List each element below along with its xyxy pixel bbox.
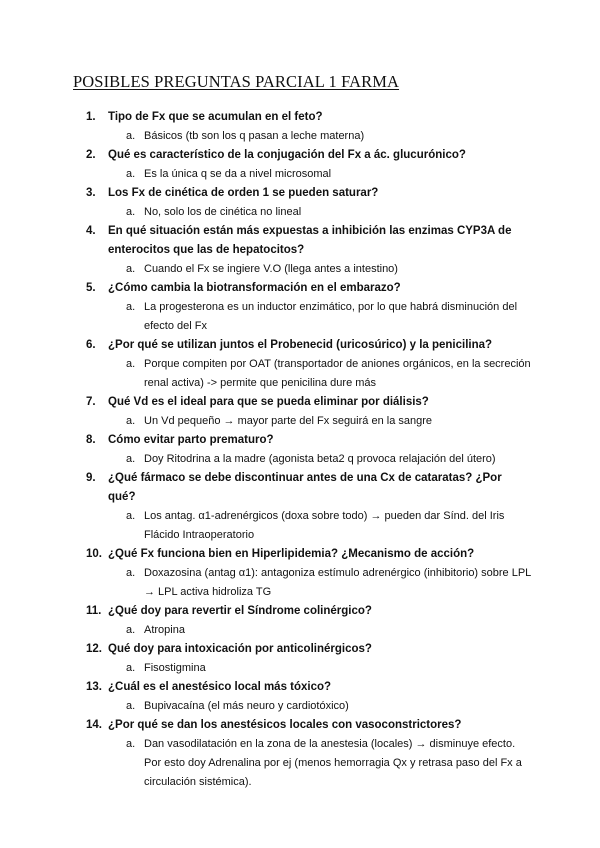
question-number: 12. xyxy=(86,643,102,655)
answer-label: a. xyxy=(126,510,136,522)
question-number: 5. xyxy=(86,282,96,294)
question-text: ¿Cuál es el anestésico local más tóxico? xyxy=(108,681,332,693)
question-item xyxy=(0,222,530,260)
question-item xyxy=(0,108,530,127)
answer-text: Los antag. α1-adrenérgicos (doxa sobre todo) → pueden dar Sínd. del Iris Flácido Intraoperatorio xyxy=(144,510,505,541)
answer-label: a. xyxy=(126,130,136,142)
answer-label: a. xyxy=(126,358,136,370)
answer-item xyxy=(0,412,534,431)
question-text: Los Fx de cinética de orden 1 se pueden saturar? xyxy=(108,187,379,199)
answer-text: Básicos (tb son los q pasan a leche materna) xyxy=(144,130,365,142)
answer-item xyxy=(0,697,534,716)
question-text: Qué doy para intoxicación por anticolinérgicos? xyxy=(108,643,372,655)
question-item xyxy=(0,545,530,564)
answer-label: a. xyxy=(126,738,136,750)
question-text: ¿Qué doy para revertir el Síndrome colinérgico? xyxy=(108,605,372,617)
question-item xyxy=(0,716,530,735)
answer-item xyxy=(0,659,534,678)
answer-item xyxy=(0,165,534,184)
answer-item xyxy=(0,564,534,602)
question-text: ¿Por qué se dan los anestésicos locales con vasoconstrictores? xyxy=(108,719,462,731)
answer-item xyxy=(0,298,534,336)
question-list xyxy=(0,108,600,792)
answer-item xyxy=(0,355,534,393)
question-number: 9. xyxy=(86,472,96,484)
question-number: 6. xyxy=(86,339,96,351)
answer-label: a. xyxy=(126,624,136,636)
question-item xyxy=(0,678,530,697)
question-number: 8. xyxy=(86,434,96,446)
question-number: 1. xyxy=(86,111,96,123)
question-item xyxy=(0,431,530,450)
answer-label: a. xyxy=(126,567,136,579)
page-title: POSIBLES PREGUNTAS PARCIAL 1 FARMA xyxy=(73,72,400,91)
question-text: ¿Qué fármaco se debe discontinuar antes de una Cx de cataratas? ¿Por qué? xyxy=(108,472,502,503)
answer-text: Atropina xyxy=(144,624,185,636)
question-text: Qué Vd es el ideal para que se pueda eliminar por diálisis? xyxy=(108,396,429,408)
question-text: ¿Qué Fx funciona bien en Hiperlipidemia? ¿Mecanismo de acción? xyxy=(108,548,475,560)
question-text: Cómo evitar parto prematuro? xyxy=(108,434,274,446)
question-number: 10. xyxy=(86,548,102,560)
answer-text: Dan vasodilatación en la zona de la anestesia (locales) → disminuye efecto. Por esto doy Adrenalina por ej (menos hemorragia Qx y retrasa paso del Fx a circulación sistémica). xyxy=(144,738,522,788)
question-item xyxy=(0,146,530,165)
answer-label: a. xyxy=(126,662,136,674)
answer-label: a. xyxy=(126,301,136,313)
answer-text: Doxazosina (antag α1): antagoniza estímulo adrenérgico (inhibitorio) sobre LPL → LPL activa hidroliza TG xyxy=(144,567,531,598)
question-number: 13. xyxy=(86,681,102,693)
answer-text: La progesterona es un inductor enzimático, por lo que habrá disminución del efecto del Fx xyxy=(144,301,518,332)
question-number: 11. xyxy=(86,605,102,617)
question-item xyxy=(0,602,530,621)
answer-item xyxy=(0,735,534,792)
question-number: 4. xyxy=(86,225,96,237)
question-item xyxy=(0,393,530,412)
answer-text: Un Vd pequeño → mayor parte del Fx seguirá en la sangre xyxy=(144,415,432,427)
answer-text: Doy Ritodrina a la madre (agonista beta2 q provoca relajación del útero) xyxy=(144,453,496,465)
answer-text: Es la única q se da a nivel microsomal xyxy=(144,168,332,180)
answer-text: Cuando el Fx se ingiere V.O (llega antes a intestino) xyxy=(144,263,398,275)
question-text: En qué situación están más expuestas a inhibición las enzimas CYP3A de enterocitos que las de hepatocitos? xyxy=(108,225,512,256)
question-item xyxy=(0,279,530,298)
answer-label: a. xyxy=(126,700,136,712)
question-text: Tipo de Fx que se acumulan en el feto? xyxy=(108,111,323,123)
answer-item xyxy=(0,507,534,545)
question-item xyxy=(0,184,530,203)
answer-text: Porque compiten por OAT (transportador de aniones orgánicos, en la secreción renal activa) -> permite que penicilina dure más xyxy=(144,358,531,389)
answer-text: No, solo los de cinética no lineal xyxy=(144,206,302,218)
answer-item xyxy=(0,621,534,640)
answer-item xyxy=(0,203,534,222)
answer-item xyxy=(0,450,534,469)
answer-item xyxy=(0,260,534,279)
question-number: 3. xyxy=(86,187,96,199)
question-item xyxy=(0,336,530,355)
answer-label: a. xyxy=(126,453,136,465)
question-number: 2. xyxy=(86,149,96,161)
question-item xyxy=(0,469,530,507)
answer-item xyxy=(0,127,534,146)
question-number: 7. xyxy=(86,396,96,408)
answer-label: a. xyxy=(126,263,136,275)
question-text: Qué es característico de la conjugación del Fx a ác. glucurónico? xyxy=(108,149,466,161)
answer-label: a. xyxy=(126,206,136,218)
answer-text: Bupivacaína (el más neuro y cardiotóxico) xyxy=(144,700,349,712)
answer-label: a. xyxy=(126,415,136,427)
answer-label: a. xyxy=(126,168,136,180)
question-text: ¿Por qué se utilizan juntos el Probenecid (uricosúrico) y la penicilina? xyxy=(108,339,493,351)
question-text: ¿Cómo cambia la biotransformación en el embarazo? xyxy=(108,282,401,294)
question-number: 14. xyxy=(86,719,102,731)
question-item xyxy=(0,640,530,659)
answer-text: Fisostigmina xyxy=(144,662,206,674)
